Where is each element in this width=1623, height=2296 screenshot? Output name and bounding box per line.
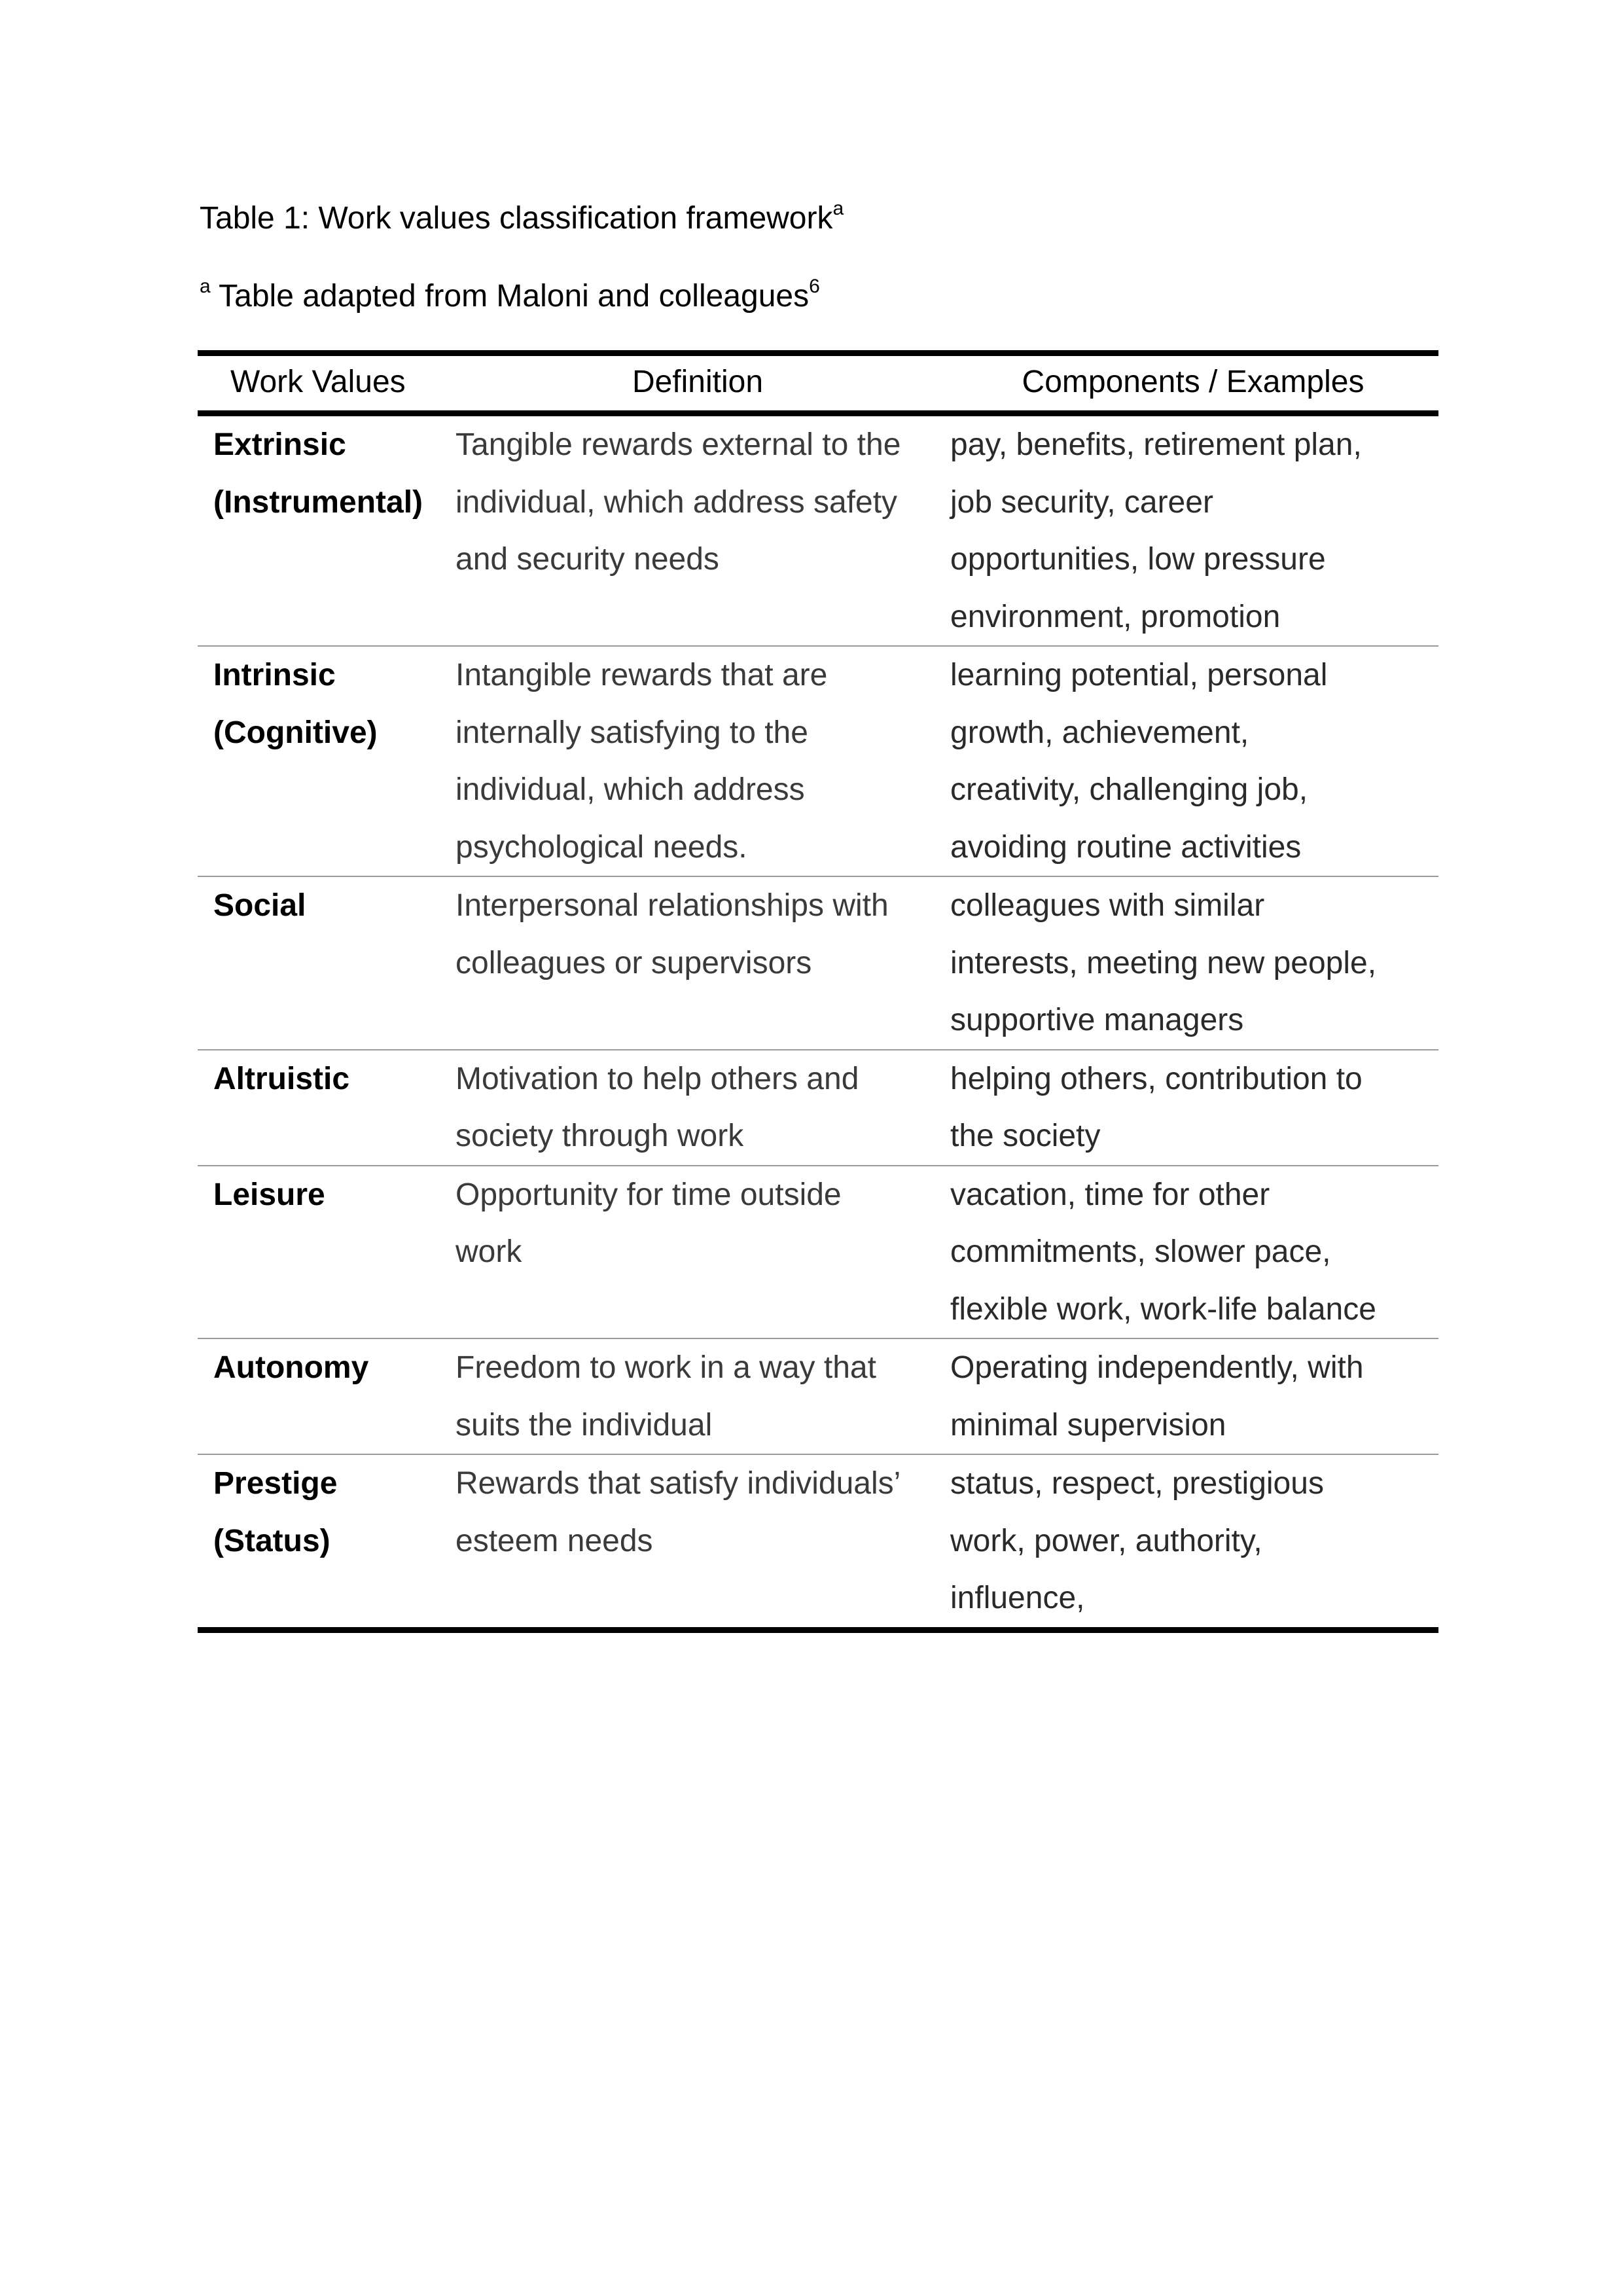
cell-text-line: commitments, slower pace,	[950, 1234, 1331, 1269]
cell-text-line: Motivation to help others and	[455, 1061, 859, 1096]
cell-text-line: environment, promotion	[950, 599, 1281, 634]
cell-text-line: suits the individual	[455, 1407, 713, 1443]
components-cell	[948, 646, 1438, 876]
work-values-table	[198, 350, 1438, 1633]
definition-cell	[448, 1050, 948, 1166]
table-row	[198, 1166, 1438, 1339]
footnote-text: Table adapted from Maloni and colleagues	[210, 279, 810, 314]
definition-cell	[448, 646, 948, 876]
cell-text-line: individual, which address	[455, 772, 805, 807]
work-value-cell	[198, 1454, 448, 1630]
caption-superscript: a	[832, 198, 844, 219]
cell-text-line: the society	[950, 1119, 1101, 1153]
cell-text-line: growth, achievement,	[950, 715, 1249, 750]
work-value-cell	[198, 876, 448, 1050]
header-components: Components / Examples	[948, 353, 1438, 414]
cell-text-line: Prestige	[213, 1466, 338, 1501]
cell-text-line: opportunities, low pressure	[950, 542, 1326, 577]
cell-text-line: supportive managers	[950, 1003, 1244, 1037]
work-value-cell	[198, 1338, 448, 1454]
components-cell	[948, 414, 1438, 647]
cell-text-line: pay, benefits, retirement plan,	[950, 427, 1362, 462]
header-work-values: Work Values	[198, 353, 448, 414]
caption-text: Table 1: Work values classification framework	[200, 201, 833, 236]
cell-text-line: Operating independently, with	[950, 1350, 1364, 1385]
footnote-reference: 6	[809, 276, 820, 297]
cell-text-line: colleagues or supervisors	[455, 945, 812, 980]
cell-text-line: Interpersonal relationships with	[455, 888, 889, 923]
table-body	[198, 414, 1438, 1630]
cell-text-line: influence,	[950, 1581, 1085, 1615]
cell-text-line: Freedom to work in a way that	[455, 1350, 876, 1385]
work-value-cell	[198, 646, 448, 876]
cell-text-line: Intrinsic	[213, 658, 336, 692]
cell-text-line: Opportunity for time outside	[455, 1177, 842, 1212]
cell-text-line: Tangible rewards external to the	[455, 427, 901, 462]
cell-text-line: psychological needs.	[455, 829, 747, 865]
cell-text-line: Autonomy	[213, 1350, 369, 1385]
table-header	[198, 353, 1438, 414]
cell-text-line: learning potential, personal	[950, 658, 1328, 692]
components-cell	[948, 876, 1438, 1050]
work-value-cell	[198, 414, 448, 647]
definition-cell	[448, 1454, 948, 1630]
table-row	[198, 876, 1438, 1050]
work-value-cell	[198, 1050, 448, 1166]
cell-text-line: (Status)	[213, 1523, 330, 1558]
header-definition: Definition	[448, 353, 948, 414]
table-row	[198, 1454, 1438, 1630]
cell-text-line: work, power, authority,	[950, 1523, 1262, 1558]
cell-text-line: Leisure	[213, 1177, 325, 1212]
footnote-marker: a	[200, 276, 211, 297]
definition-cell	[448, 414, 948, 647]
cell-text-line: helping others, contribution to	[950, 1061, 1363, 1096]
table-row	[198, 1050, 1438, 1166]
components-cell	[948, 1454, 1438, 1630]
table-caption	[200, 198, 844, 240]
cell-text-line: interests, meeting new people,	[950, 945, 1377, 980]
cell-text-line: Extrinsic	[213, 427, 346, 462]
cell-text-line: (Cognitive)	[213, 715, 378, 750]
work-value-cell	[198, 1166, 448, 1339]
cell-text-line: Altruistic	[213, 1061, 350, 1096]
cell-text-line: minimal supervision	[950, 1407, 1226, 1443]
cell-text-line: Intangible rewards that are	[455, 658, 828, 692]
table-row	[198, 414, 1438, 647]
cell-text-line: (Instrumental)	[213, 484, 423, 520]
work-values-table-container	[198, 350, 1438, 1633]
table-footnote	[200, 276, 820, 317]
cell-text-line: individual, which address safety	[455, 484, 898, 520]
cell-text-line: esteem needs	[455, 1523, 653, 1558]
cell-text-line: and security needs	[455, 542, 719, 577]
cell-text-line: colleagues with similar	[950, 888, 1265, 923]
definition-cell	[448, 876, 948, 1050]
cell-text-line: society through work	[455, 1119, 744, 1153]
definition-cell	[448, 1338, 948, 1454]
header-row	[198, 353, 1438, 414]
components-cell	[948, 1338, 1438, 1454]
cell-text-line: job security, career	[950, 484, 1213, 520]
components-cell	[948, 1166, 1438, 1339]
table-row	[198, 646, 1438, 876]
cell-text-line: Social	[213, 888, 306, 923]
cell-text-line: flexible work, work-life balance	[950, 1291, 1376, 1327]
cell-text-line: creativity, challenging job,	[950, 772, 1308, 807]
components-cell	[948, 1050, 1438, 1166]
cell-text-line: Rewards that satisfy individuals’	[455, 1466, 901, 1501]
table-row	[198, 1338, 1438, 1454]
cell-text-line: work	[455, 1234, 522, 1269]
cell-text-line: status, respect, prestigious	[950, 1466, 1324, 1501]
cell-text-line: internally satisfying to the	[455, 715, 808, 750]
cell-text-line: vacation, time for other	[950, 1177, 1270, 1212]
definition-cell	[448, 1166, 948, 1339]
cell-text-line: avoiding routine activities	[950, 829, 1302, 865]
